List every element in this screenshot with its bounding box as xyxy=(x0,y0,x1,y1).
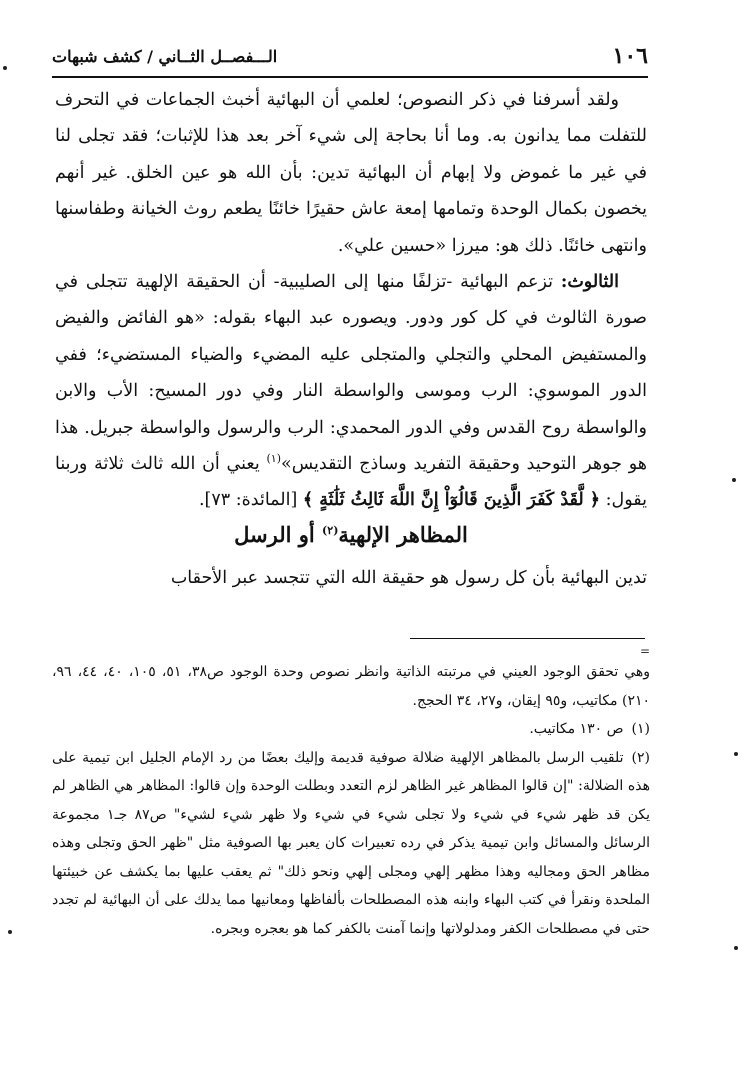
paragraph-2-text-a: تزعم البهائية -تزلفًا منها إلى الصليبية- أن الحقيقة الإلهية تتجلى في صورة الثالوث في كل كور ودور. ويصوره عبد البهاء بقوله: «هو الفائض والفيض والمستفيض المحلي والتجلي والمتجلى عليه المضيء والضياء المستضيء؛ ففي الدور الموسوي: الرب وموسى والواسطة النار وفي دور المسيح: الأب والابن والواسطة روح القدس وفي الدور المحمدي: الرب والرسول والواسطة جبريل. هذا هو جوهر التوحيد وحقيقة التفريد وساذج التقديس» xyxy=(55,272,647,475)
section-heading-tail: أو الرسل xyxy=(234,522,323,547)
section-heading-main: المظاهر الإلهية xyxy=(338,522,468,547)
scan-speck xyxy=(734,946,738,950)
footnote-ref-2[interactable]: (٢) xyxy=(322,524,339,537)
footnote-1 xyxy=(52,715,650,744)
paragraph-2-lead: الثالوث: xyxy=(560,272,619,293)
paragraph-1: ولقد أسرفنا في ذكر النصوص؛ لعلمي أن البهائية أخبث الجماعات في التحرف للتفلت مما يدانون به. وما أنا بحاجة إلى شيء آخر بعد هذا للإثبات؛ فقد تجلى لنا في غير ما غموض ولا إبهام أن البهائية تدين: بأن الله هو عين الخلق. غير أنهم يخصون بكمال الوحدة وتمامها إمعة عاش حقيرًا خائنًا يطعم روث الخيانة وطفاسنها وانتهى خائنًا. ذلك هو: ميرزا «حسين علي». xyxy=(55,90,647,256)
footnote-2-number: (٢) xyxy=(631,749,650,766)
footnote-ref-1[interactable]: (١) xyxy=(266,452,282,466)
main-text xyxy=(55,82,647,519)
header-rule xyxy=(52,76,648,78)
quran-verse: ﴿ لَّقَدْ كَفَرَ الَّذِينَ قَالُوٓاْ إِنَّ اللَّهَ ثَالِثُ ثَلَٰثَةٍ ﴾ xyxy=(302,490,601,511)
page-number: ١٠٦ xyxy=(612,43,648,69)
footnote-continuation-mark: = xyxy=(640,644,651,658)
footnote-rule xyxy=(410,638,645,639)
footnote-2-text: تلقيب الرسل بالمظاهر الإلهية ضلالة صوفية قديمة وإليك بعضًا من رد الإمام الجليل ابن تيمية على هذه الضلالة: "إن قالوا المظاهر غير الظاهر لزم التعدد وبطلت الوحدة وإن قالوا: المظاهر هي الظاهر لم يكن قد ظهر شيء في شيء ولا تجلى شيء في شيء ولا ظهر شيء لشيء" ص٨٧ جـ١ مجموعة الرسائل والمسائل وابن تيمية يذكر في رده تعبيرات كان يعبر بها الصوفية مثل "ظهر الحق وتجلى وهذه مظاهر الحق ومجاليه وهذا مظهر إلهي ومجلى إلهي ونحو ذلك" ثم يعقب عليها بما يكشف عن خبيئتها الملحدة ونقرأ في كتب البهاء وابنه هذه المصطلحات بألفاظها ومعانيها مما يدلك على أن البهائية لم تجدد حتى في مصطلحات الكفر ومدلولاتها وإنما آمنت بالكفر كما هو بعجره وبجره. xyxy=(52,749,650,937)
footnote-continuation: وهي تحقق الوجود العيني في مرتبته الذاتية وانظر نصوص وحدة الوجود ص٣٨، ٥١، ١٠٥، ٤٠، ٤٤، ٩٦، ٢١٠) مكاتيب، و٩٥ إيقان، و٢٧، ٣٤ الحجج. xyxy=(52,664,651,709)
page-header xyxy=(52,36,648,76)
scan-speck xyxy=(734,752,738,756)
footnotes xyxy=(52,658,650,943)
footnote-1-text: ص ١٣٠ مكاتيب. xyxy=(529,721,624,737)
section-heading xyxy=(55,522,647,547)
quran-citation: [المائدة: ٧٣]. xyxy=(198,490,303,511)
footnote-1-number: (١) xyxy=(631,721,650,737)
running-title: الـــفصــل الثــاني / كشف شبهات xyxy=(52,46,278,66)
footnote-2 xyxy=(52,744,650,944)
paragraph-2-text-b: يعني أن الله ثالث ثلاثة وربنا يقول: xyxy=(55,454,647,511)
scan-speck xyxy=(8,930,12,934)
scan-speck xyxy=(732,478,736,482)
section-first-line: تدين البهائية بأن كل رسول هو حقيقة الله التي تتجسد عبر الأحقاب xyxy=(170,568,647,588)
paragraph-2 xyxy=(55,264,647,519)
scan-speck xyxy=(3,66,7,70)
